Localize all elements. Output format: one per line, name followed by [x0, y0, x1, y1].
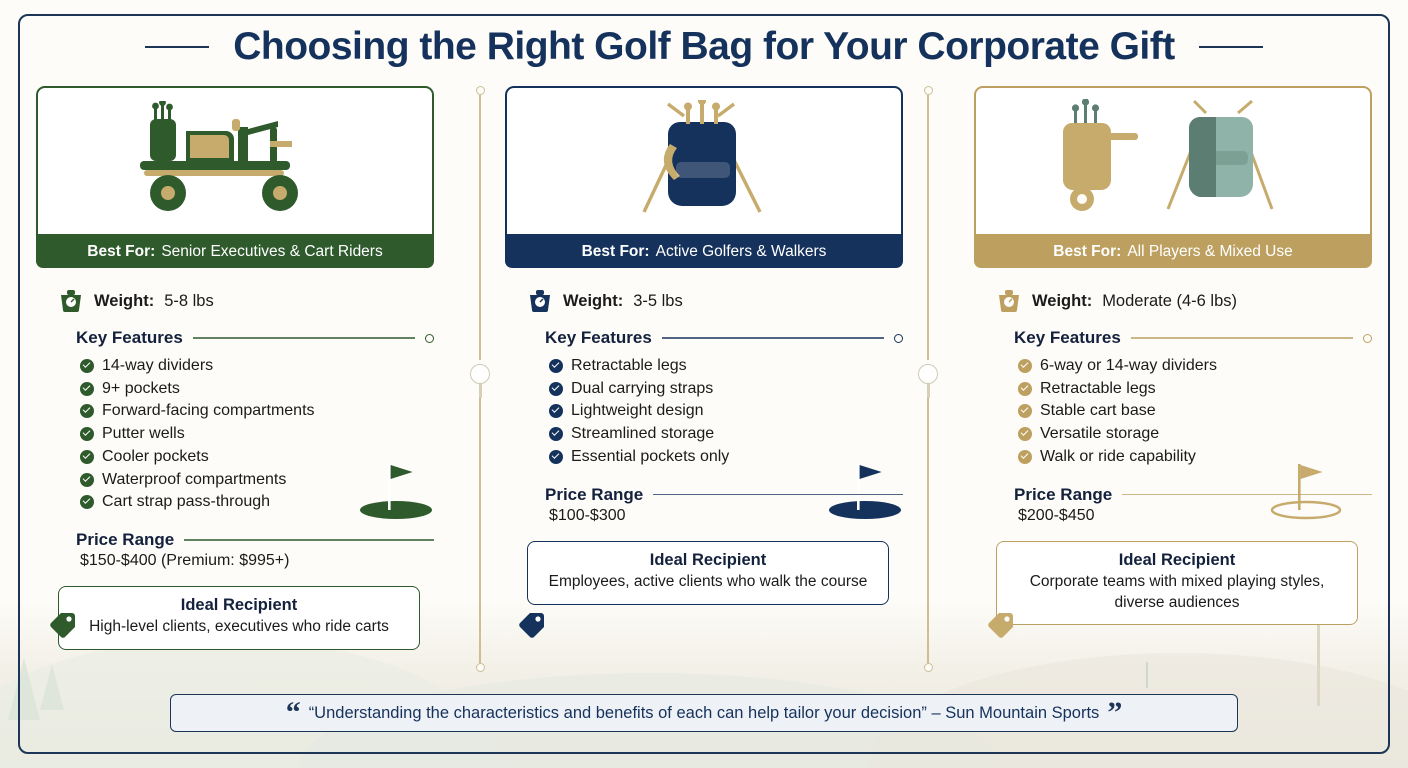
page-title-row — [0, 14, 1408, 80]
feature-text: Cart strap pass-through — [102, 493, 271, 511]
list-item — [1018, 378, 1372, 401]
weight-value: Moderate (4-6 lbs) — [1102, 291, 1237, 310]
title-rule-right — [1199, 46, 1263, 48]
column-cart-bag — [36, 86, 434, 682]
check-icon — [1018, 404, 1032, 418]
weight-label: Weight: — [563, 291, 624, 310]
price-range-value: $100-$300 — [549, 506, 626, 524]
hybrid-bag-illustration-card — [974, 86, 1372, 236]
key-features-heading: Key Features — [545, 328, 652, 347]
key-features-heading: Key Features — [1014, 328, 1121, 347]
check-icon — [80, 427, 94, 441]
check-icon — [80, 359, 94, 373]
check-icon — [549, 450, 563, 464]
list-item — [1018, 355, 1372, 378]
key-features-heading-row — [974, 328, 1372, 348]
stand-golf-bag-icon — [614, 100, 794, 222]
heading-rule — [193, 337, 415, 339]
heading-rule — [653, 494, 903, 496]
price-tag-icon — [48, 610, 78, 640]
putting-green-flag-icon — [1258, 458, 1354, 522]
golf-cart-with-bag-icon — [120, 101, 350, 221]
heading-end-dot — [1363, 334, 1372, 343]
heading-rule — [184, 539, 434, 541]
weight-row — [36, 288, 434, 314]
weight-scale-icon — [996, 288, 1022, 314]
best-for-value: Active Golfers & Walkers — [655, 243, 827, 260]
title-rule-left — [145, 46, 209, 48]
feature-text: Retractable legs — [1040, 379, 1156, 397]
page-title: Choosing the Right Golf Bag for Your Corporate Gift — [223, 25, 1185, 69]
feature-text: Dual carrying straps — [571, 379, 714, 397]
price-tag-icon — [986, 610, 1016, 640]
ideal-recipient-value: Corporate teams with mixed playing styles, diverse audiences — [1029, 572, 1325, 611]
feature-text: Lightweight design — [571, 402, 704, 420]
heading-rule — [1131, 337, 1353, 339]
list-item — [549, 355, 903, 378]
hybrid-bag-with-cart-icon — [1048, 99, 1298, 223]
key-features-list — [505, 355, 903, 469]
stand-bag-illustration-card — [505, 86, 903, 236]
feature-text: 6-way or 14-way dividers — [1040, 357, 1217, 374]
best-for-label: Best For: — [581, 243, 650, 260]
best-for-value: Senior Executives & Cart Riders — [161, 243, 383, 260]
price-range-value: $200-$450 — [1018, 506, 1095, 524]
feature-text: Stable cart base — [1040, 402, 1156, 420]
check-icon — [1018, 382, 1032, 396]
list-item — [80, 378, 434, 401]
list-item — [549, 423, 903, 446]
key-features-heading-row — [505, 328, 903, 348]
best-for-banner — [974, 236, 1372, 268]
check-icon — [80, 404, 94, 418]
feature-text: Cooler pockets — [102, 447, 209, 465]
price-range-heading: Price Range — [76, 530, 175, 550]
ideal-recipient-heading: Ideal Recipient — [649, 550, 767, 569]
ideal-recipient-heading: Ideal Recipient — [180, 596, 298, 615]
check-icon — [80, 473, 94, 487]
best-for-banner — [36, 236, 434, 268]
price-range-heading: Price Range — [545, 484, 644, 504]
list-item — [1018, 400, 1372, 423]
feature-text: Waterproof compartments — [102, 470, 287, 488]
list-item — [549, 378, 903, 401]
ideal-recipient-value: High-level clients, executives who ride carts — [89, 618, 389, 636]
list-item — [80, 400, 434, 423]
key-features-heading-row — [36, 328, 434, 348]
key-features-heading: Key Features — [76, 328, 183, 347]
heading-end-dot — [894, 334, 903, 343]
best-for-banner — [505, 236, 903, 268]
ideal-recipient-value: Employees, active clients who walk the course — [548, 572, 868, 590]
weight-label: Weight: — [94, 291, 155, 310]
check-icon — [549, 427, 563, 441]
key-features-list — [974, 355, 1372, 469]
bag-type-columns — [36, 86, 1372, 682]
heading-rule — [1122, 494, 1372, 496]
feature-text: Putter wells — [102, 425, 185, 443]
list-item — [80, 355, 434, 378]
ideal-recipient-card — [527, 541, 889, 605]
best-for-label: Best For: — [1053, 243, 1122, 260]
quote-banner: “ “Understanding the characteristics and benefits of each can help tailor your decision” – Sun Mountain Sports ” — [170, 694, 1238, 732]
check-icon — [549, 359, 563, 373]
column-hybrid-bag — [974, 86, 1372, 682]
feature-text: Forward-facing compartments — [102, 402, 315, 420]
weight-value: 3-5 lbs — [633, 291, 683, 310]
feature-text: 14-way dividers — [102, 357, 214, 374]
heading-rule — [662, 337, 884, 339]
price-range-value: $150-$400 (Premium: $995+) — [80, 552, 290, 570]
feature-text: 9+ pockets — [102, 379, 180, 397]
weight-row — [974, 288, 1372, 314]
weight-scale-icon — [527, 288, 553, 314]
ideal-recipient-heading: Ideal Recipient — [1118, 550, 1236, 569]
column-stand-bag — [505, 86, 903, 682]
best-for-value: All Players & Mixed Use — [1127, 243, 1293, 260]
check-icon — [80, 450, 94, 464]
feature-text: Retractable legs — [571, 357, 687, 374]
price-range-heading: Price Range — [1014, 484, 1113, 504]
check-icon — [549, 382, 563, 396]
feature-text: Essential pockets only — [571, 447, 730, 465]
ideal-recipient-card — [58, 586, 420, 650]
weight-value: 5-8 lbs — [164, 291, 214, 310]
check-icon — [1018, 359, 1032, 373]
feature-text: Streamlined storage — [571, 425, 715, 443]
check-icon — [80, 495, 94, 509]
check-icon — [1018, 450, 1032, 464]
putting-green-flag-icon — [344, 458, 440, 522]
price-tag-icon — [517, 610, 547, 640]
best-for-label: Best For: — [87, 243, 156, 260]
weight-row — [505, 288, 903, 314]
putting-green-flag-icon — [813, 458, 909, 522]
check-icon — [80, 382, 94, 396]
list-item — [1018, 423, 1372, 446]
ideal-recipient-card — [996, 541, 1358, 626]
price-range-heading-row — [36, 530, 434, 550]
feature-text: Walk or ride capability — [1040, 447, 1196, 465]
list-item — [549, 400, 903, 423]
check-icon — [1018, 427, 1032, 441]
quote-text: “Understanding the characteristics and benefits of each can help tailor your decision” – Sun Mountain Sports — [308, 703, 1100, 722]
weight-label: Weight: — [1032, 291, 1093, 310]
cart-bag-illustration-card — [36, 86, 434, 236]
weight-scale-icon — [58, 288, 84, 314]
list-item — [80, 423, 434, 446]
check-icon — [549, 404, 563, 418]
feature-text: Versatile storage — [1040, 425, 1160, 443]
heading-end-dot — [425, 334, 434, 343]
